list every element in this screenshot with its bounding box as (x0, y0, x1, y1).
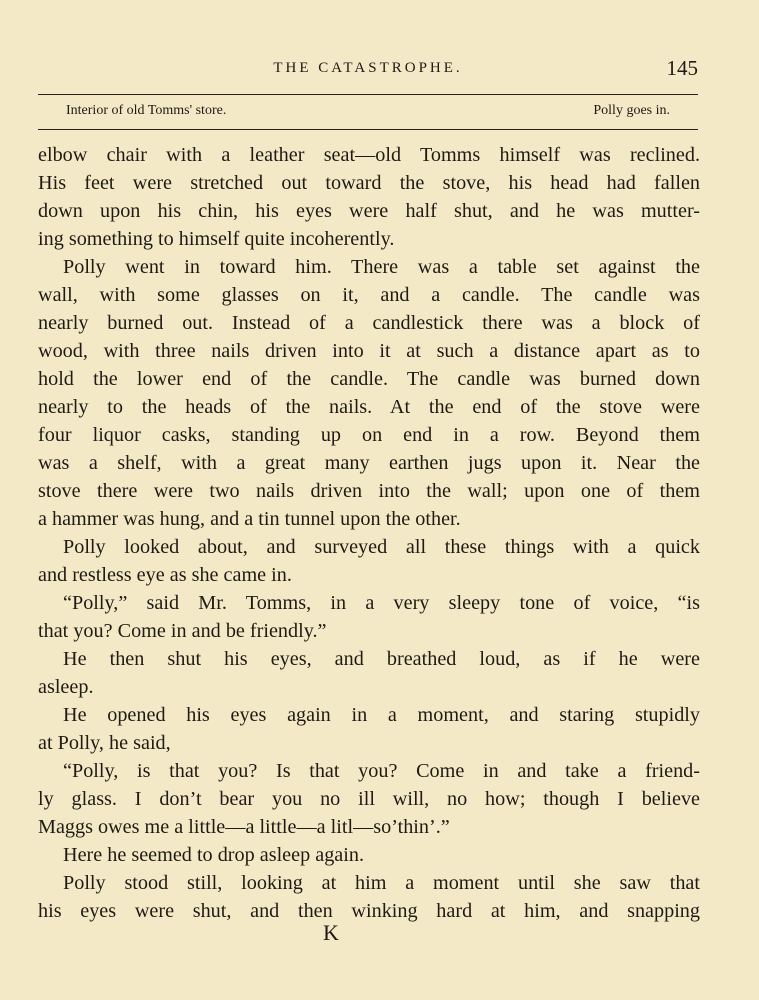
signature-mark: K (323, 920, 339, 945)
text-line: his eyes were shut, and then winking hard at him, and snapping (38, 900, 700, 922)
side-heading-right: Polly goes in. (593, 103, 670, 118)
running-title: THE CATASTROPHE. (273, 60, 463, 76)
text-line: Polly looked about, and surveyed all these things with a quick (63, 536, 700, 558)
running-head (38, 56, 698, 82)
text-line: and restless eye as she came in. (38, 564, 292, 586)
side-heading-left: Interior of old Tomms' store. (66, 103, 227, 118)
text-line: asleep. (38, 676, 94, 698)
text-line: hold the lower end of the candle. The candle was burned down (38, 368, 700, 390)
text-line: ly glass. I don’t bear you no ill will, no how; though I believe (38, 788, 700, 810)
text-line: nearly burned out. Instead of a candlestick there was a block of (38, 312, 700, 334)
text-line: nearly to the heads of the nails. At the end of the stove were (38, 396, 700, 418)
header-rule-bottom (38, 129, 698, 130)
text-line: He opened his eyes again in a moment, and staring stupidly (63, 704, 700, 726)
text-line: elbow chair with a leather seat—old Tomms himself was reclined. (38, 144, 700, 166)
text-line: was a shelf, with a great many earthen jugs upon it. Near the (38, 452, 700, 474)
text-line: His feet were stretched out toward the stove, his head had fallen (38, 172, 700, 194)
text-line: He then shut his eyes, and breathed loud, as if he were (63, 648, 700, 670)
text-line: “Polly,” said Mr. Tomms, in a very sleepy tone of voice, “is (63, 592, 700, 614)
text-line: ing something to himself quite incoherently. (38, 228, 395, 250)
text-line: wall, with some glasses on it, and a candle. The candle was (38, 284, 700, 306)
text-line: “Polly, is that you? Is that you? Come in and take a friend- (63, 760, 700, 782)
page-number: 145 (666, 56, 698, 80)
header-rule-top (38, 94, 698, 95)
text-line: down upon his chin, his eyes were half shut, and he was mutter- (38, 200, 700, 222)
text-line: Maggs owes me a little—a little—a litl—so’thin’.” (38, 816, 450, 838)
text-line: wood, with three nails driven into it at such a distance apart as to (38, 340, 700, 362)
body-text (38, 141, 700, 925)
text-line: a hammer was hung, and a tin tunnel upon the other. (38, 508, 461, 530)
text-line: stove there were two nails driven into the wall; upon one of them (38, 480, 700, 502)
text-line: Polly stood still, looking at him a moment until she saw that (63, 872, 700, 894)
text-line: Here he seemed to drop asleep again. (63, 844, 364, 866)
text-line: at Polly, he said, (38, 732, 171, 754)
text-line: four liquor casks, standing up on end in a row. Beyond them (38, 424, 700, 446)
side-headings (66, 103, 670, 123)
text-line: Polly went in toward him. There was a table set against the (63, 256, 700, 278)
text-line: that you? Come in and be friendly.” (38, 620, 327, 642)
